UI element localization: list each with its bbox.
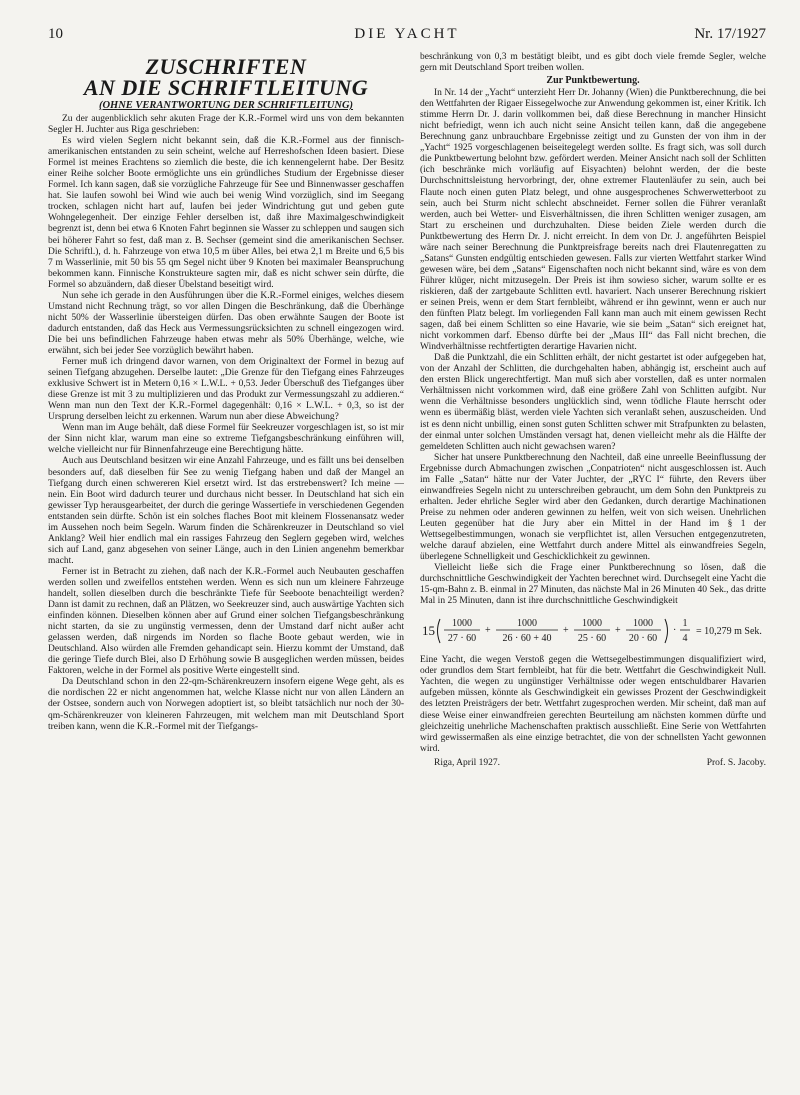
formula-graphic [420,611,766,651]
formula-numerator: 1000 [633,618,653,630]
paragraph: Eine Yacht, die wegen Verstoß gegen die Wettsegelbestimmungen disqualifiziert wird, oder grundlos dem Start fernbleibt, hat für die betr. Wettfahrt die Geschwindigkeit Null. Yachten, die wegen zu ungünstiger Verhältnisse oder wegen entschuldbarer Havarien aufgeben müssen, könnte als Geschwindigkeit ein gewisses Prozent der Geschwindigkeit des letzten Preisträgers der betr. Wettfahrt zugesprochen werden. Mir scheint, daß man auf diese Weise einer einwandfreien gerechten Beurteilung am nächsten kommen dürfte und gleichzeitig unehrliche Machenschaften praktisch ausschließt. Eine Serie von Wettfahrten wird gewissermaßen als eine einzige betrachtet, die von der schnellsten Yacht gewonnen wird. [420,655,766,754]
formula-denominator: 26 · 60 + 40 [502,633,552,645]
formula-close-paren [665,619,668,643]
paragraph: Da Deutschland schon in den 22-qm-Schärenkreuzern insofern eigene Wege geht, als es die nordischen 22 er nicht angenommen hat, welche Klasse nicht nur von allen Ländern an der Ostsee, sondern auch von Norwegen adoptiert ist, so bleibt tatsächlich nur noch der 30-qm-Schärenkreuzer von kleineren Fahrzeugen, mit welchem man mit Deutschland Sport treiben kann, wenn die K.R.-Formel mit der Tiefgangs- [48,677,404,732]
paragraph: Auch aus Deutschland besitzen wir eine Anzahl Fahrzeuge, und es fällt uns bei denselben besonders auf, daß dieselben für See zu wenig Tiefgang haben und daß der Mangel an Tiefgang durch einen schwereren Kiel ersetzt wird. Ist das erstrebenswert? Ich meine — nein. Ein Boot wird dadurch teurer und durchaus nicht besser. In Deutschland hat sich ein gewisser Typ herausgearbeitet, der durch die geringe Wassertiefe in verschiedenen Gegenden entstanden sein dürfte. Schön ist ein solches flaches Boot mit kleinem Flossenansatz weder im Aussehen noch beim Segeln. Warum finden die Schärenkreuzer in Deutschland so viel Anklang? Weil hier endlich mal ein rassiges Fahrzeug den Seglern gegeben wird, welches sich auf Land, ganz abgesehen von seiner Länge, auch in den Linien angenehm bemerkbar macht. [48,456,404,566]
formula-denominator: 25 · 60 [577,633,607,645]
paragraph: Daß die Punktzahl, die ein Schlitten erhält, der nicht gestartet ist oder aufgegeben hat, von der Anzahl der Schlitten, die durchgehalten haben, abhängig ist, erscheint auch auf den ersten Blick ungerechtfertigt. Man muß sich aber vorstellen, daß es unter normalen Verhältnissen nicht vorkommen wird, daß eine größere Zahl von Schlitten aufgibt. Nur wenn die Verhältnisse besonders unglücklich sind, wenn tödliche Flaute herrscht oder wenn es übermäßig bläst, werden viele Yachten sich veranlaßt sehen, auszuscheiden. Und ist es denn nicht unbillig, einen sonst guten Schlitten schwer mit Strafpunkten zu belasten, der einmal unter solchen Umständen versagt hat, denen vielleicht mehr als die Hälfte der gemeldeten Schlitten auch nicht gewachsen waren? [420,353,766,452]
formula-open-paren [438,619,441,643]
multiply-dot: · [673,625,677,637]
running-header [48,26,766,46]
paragraph: Zu der augenblicklich sehr akuten Frage der K.R.-Formel wird uns von dem bekannten Segler H. Juchter aus Riga geschrieben: [48,114,404,136]
left-column [48,56,404,1077]
magazine-title: DIE YACHT [354,26,460,42]
paragraph: Nun sehe ich gerade in den Ausführungen über die K.R.-Formel einiges, welches diesem Umstand nicht Rechnung trägt, so vor allen Dingen die Beschränkung, daß die Überhänge nicht 50% der Wasserlinie übersteigen dürfen. Das oben erwähnte Saugen der Boote ist dadurch entstanden, daß das Heck aus Vermessungsrücksichten zu schnell eingezogen wird. Die bei uns befindlichen Fahrzeuge haben etwas mehr als 50% Überhänge, welche, wie erwähnt, sich bei jeder See vorzüglich bewährt haben. [48,290,404,356]
article-title-line-1: ZUSCHRIFTEN [145,56,307,79]
plus-sign: + [563,625,569,637]
formula-numerator: 1000 [452,618,472,630]
formula-numerator: 1000 [582,618,602,630]
formula-factor-denominator: 4 [682,633,688,645]
page-number: 10 [48,26,63,42]
paragraph: Ferner ist in Betracht zu ziehen, daß nach der K.R.-Formel auch Neubauten geschaffen werden sollen und zweifellos entstehen werden. Wenn es sich nun um kleinere Fahrzeuge handelt, sollen dieselben durch die beschränkte Tiefe für Seeboote benachteiligt werden? Dann ist damit zu rechnen, daß an Plätzen, wo Seekreuzer sind, auch auswärtige Yachten sich einfinden können. Dieselben können aber auf Grund einer solchen Tiefgangsbeschränkung nicht starten, da sie zu ungünstig vermessen, denn der Umstand darf nicht außer acht gelassen werden, daß nirgends im Norden so flache Boote gebaut werden, wie in Deutschland. Also würden alle Fremden gehandicapt sein. Hierzu kommt der Umstand, daß die geringe Tiefe durch Blei, also D Erhöhung sowie B ausgeglichen werden müssen, beides Faktoren, welche in der Formel als positive Werte eingestellt sind. [48,566,404,677]
article-subtitle: (OHNE VERANTWORTUNG DER SCHRIFTLEITUNG) [98,100,354,111]
section-heading: Zur Punktbewertung. [546,75,640,87]
signature-place: Riga, April 1927. [434,757,500,768]
formula-result: = 10,279 m Sek. [696,626,762,638]
paragraph: Ferner muß ich dringend davor warnen, von dem Originaltext der Formel in bezug auf seinen Tiefgang abzugehen. Derselbe lautet: „Die Grenze für den Tiefgang eines Fahrzeuges exklusive Schwert ist in Metern 0,16 × L.W.L. + 0,53. Jeder Überschuß des Tiefganges über diese Grenze ist mit 3 zu multiplizieren und das Produkt zur Vermessungszahl zu addieren.“ Wenn man nun den Text der K.R.-Formel dagegenhält: 0,16 × L.W.L. + 0,3, so ist der Ursprung derselben leicht zu erkennen. Warum nun aber diese Abweichung? [48,357,404,423]
signature-line [420,758,766,770]
plus-sign: + [485,625,491,637]
paragraph: Vielleicht ließe sich die Frage einer Punktberechnung so lösen, daß die durchschnittliche Geschwindigkeit der Yachten berechnet wird. Durchsegelt eine Yacht die 15-qm-Bahn z. B. einmal in 27 Minuten, das nächste Mal in 26 Minuten 40 Sek., das dritte Mal in 25 Minuten, dann ist ihre durchschnittliche Geschwindigkeit [420,563,766,607]
paragraph: Es wird vielen Seglern nicht bekannt sein, daß die K.R.-Formel aus der finnisch-amerikanischen entstanden zu sein scheint, welche auf Herreshofschen Ideen basiert. Diese Formel ist meines Erachtens so ziemlich die beste, die ich kennengelernt habe. Der Besitz einer Reihe solcher Boote ermöglichte uns ein gründliches Studium der Ergebnisse dieser Formel. Ich kann sagen, daß sie vorzügliche Fahrzeuge für See und Binnenwasser geschaffen hat. Sie laufen sowohl bei Wind wie auch bei wenig Wind vorzüglich, sind im Seegang trocken, schlagen nicht hart auf, laufen bei jeder Windrichtung gut und geben gute Wohngelegenheit. Der einzige Fehler derselben ist, daß ihre Maximalgeschwindigkeit begrenzt ist, denn bei etwa 6 Knoten Fahrt beginnen sie Wasser zu schleppen und saugen sich bei höherer Fahrt so fest, daß man z. B. Sechser (gemeint sind die amerikanischen Sechser. Die Schriftl.), d. h. Fahrzeuge von etwa 10,5 m über Alles, bei etwa 2,1 m Breite und 6,5 bis 7 m Wasserlinie, mit 50 bis 55 qm Segel nicht über 9 Knoten bei maximaler Beanspruchung bekommen kann. Finnische Konstrukteure sagten mir, daß es nicht schwer sein dürfte, die Formel so abzuändern, daß dieser Übelstand beseitigt wird. [48,136,404,290]
paragraph-continued: beschränkung von 0,3 m bestätigt bleibt, und es gibt doch viele fremde Segler, welche gern mit Deutschland Sport treiben wollen. [420,52,766,74]
right-column [420,52,766,1077]
formula-factor-numerator: 1 [682,618,688,630]
paragraph: In Nr. 14 der „Yacht“ unterzieht Herr Dr. Johanny (Wien) die Punktberechnung, die bei den Wettfahrten der Rigaer Eissegelwoche zur Anwendung gekommen ist, einer Kritik. Ich stimme Herrn Dr. J. darin vollkommen bei, daß diese Berechnung in mancher Hinsicht nicht befriedigt, wenn ich auch nicht seine Ansicht teilen kann, daß die angegebene Berechnung ganz unbrauchbare Ergebnisse zeitigt und zu Gunsten der von ihm in der „Yacht“ 1925 vorgeschlagenen beiseitegelegt werden sollte. Es fragt sich, was soll durch die Punktbewertung belohnt bzw. gefördert werden. Meiner Ansicht nach soll der Schlitten (ich beschränke mich vorläufig auf Eisyachten) belohnt werden, der die beste Durchschnittsleistung hervorbringt, der, ohne extremer Flautenläufer zu sein, auch bei Flaute noch einen guten Platz belegt, und ohne ausgesprochenes Schwerwetterboot zu sein, auch bei Sturm nicht schlecht abschneidet. Ferner sollen die Führer veranlaßt werden, auch bei Wetter- und Eisverhältnissen, die ihren Schlitten weniger zusagen, am Start zu erscheinen und durchzuhalten. Diese beiden Ziele werden durch die Punktbewertung des Herrn Dr. J. nicht erreicht. In dem von Dr. J. angeführten Beispiel wäre nach seiner Berechnung die Punktpreisfrage bereits nach drei Flautenregatten zu „Satans“ Gunsten endgültig entschieden gewesen. Falls zur vierten Wettfahrt starker Wind gewesen wäre, bei dem „Satans“ Eigenschaften noch nicht bekannt sind, wäre es von dem Führer klüger, nicht mitzusegeln. Der Preis ist ihm sowieso sicher, warum sollte er es riskieren, daß der zartgebaute Schlitten evtl. havariert. Nach unserer Berechnung riskiert er seinen Preis, wenn er dem Start fernbleibt, während er ihn gewinnt, wenn er auch nur den fünften Platz belegt. Im vorliegenden Fall kann man auch mit einem gewissen Recht sagen, daß bei einem Schlitten so eine Havarie, wie sie beim „Satan“ sich ereignet hat, nicht vorkommen darf. Ebenso dürfte bei der „Maus III“ das Fall nicht brechen, die Windverhältnisse rechtfertigten derartige Havarien nicht. [420,88,766,353]
signature-author: Prof. S. Jacoby. [706,757,766,768]
formula-denominator: 20 · 60 [628,633,658,645]
formula-denominator: 27 · 60 [447,633,477,645]
formula-prefix: 15 [422,623,435,639]
speed-formula [420,611,766,651]
issue-number: Nr. 17/1927 [694,26,766,42]
article-title-line-2: AN DIE SCHRIFTLEITUNG [83,75,369,100]
formula-numerator: 1000 [517,618,537,630]
plus-sign: + [615,625,621,637]
paragraph: Wenn man im Auge behält, daß diese Formel für Seekreuzer vorgeschlagen ist, so ist mir der Sinn nicht klar, warum man eine so extreme Tiefgangsbeschränkung einführen will, welche vielleicht nur für Binnenfahrzeuge eine Berechtigung hätte. [48,423,404,456]
paragraph: Sicher hat unsere Punktberechnung den Nachteil, daß eine unreelle Beeinflussung der Ergebnisse durch Abmachungen zwischen „Conpatrioten“ nicht ausgeschlossen ist. Auch im Falle „Satan“ hätte nur der Vater Juchter, der „RYC I“ führte, den Revers über einwandfreies Segeln nicht zu unterschreiben gebraucht, um dem Sohn den Punktpreis zu erhalten. Jeder ehrliche Segler wird aber den Gedanken, durch derartige Machinationen Preise zu nehmen oder anderen gewinnen zu helfen, weit von sich weisen. Unehrlichen Leuten gegenüber hat die Jury aber ein Mittel in der Hand im § 1 der Wettsegelbestimmungen, wonach sie verpflichtet ist, allen Versuchen entgegenzutreten, welche darauf abzielen, eine Wettfahrt durch andere Mittel als einwandfreies Segeln, überlegene Schnelligkeit und Geschicklichkeit zu gewinnen. [420,452,766,563]
